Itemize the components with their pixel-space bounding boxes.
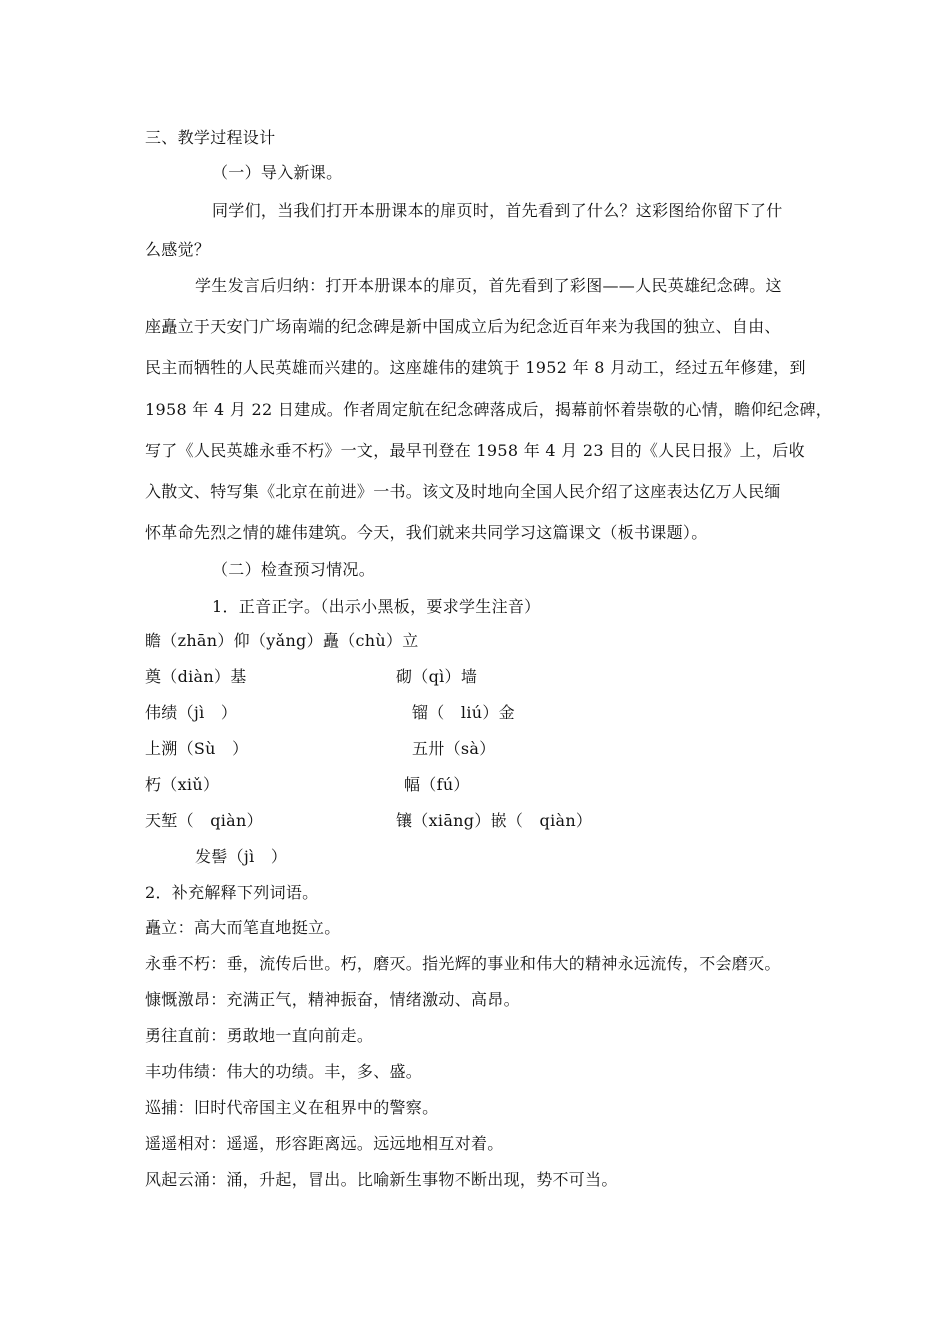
definition-line: 丰功伟绩：伟大的功绩。丰，多、盛。 — [145, 1062, 423, 1081]
definition-line: 矗立：高大而笔直地挺立。 — [145, 918, 341, 937]
pinyin-left: 天堑（ qiàn） — [145, 811, 263, 830]
part1-heading: （一）导入新课。 — [212, 163, 343, 182]
pinyin-right: 五卅（sà） — [412, 739, 496, 758]
pinyin-left: 朽（xiǔ） — [145, 775, 220, 794]
pinyin-left: 上溯（Sù ） — [145, 739, 249, 758]
summary-line: 座矗立于天安门广场南端的纪念碑是新中国成立后为纪念近百年来为我国的独立、自由、 — [145, 317, 781, 336]
definition-line: 遥遥相对：遥遥，形容距离远。远远地相互对着。 — [145, 1134, 504, 1153]
intro-question-line: 同学们，当我们打开本册课本的扉页时，首先看到了什么？这彩图给你留下了什 — [212, 201, 783, 220]
summary-line: 学生发言后归纳：打开本册课本的扉页，首先看到了彩图——人民英雄纪念碑。这 — [195, 276, 782, 295]
pinyin-line: 发髻（jì ） — [195, 847, 288, 866]
definition-line: 风起云涌：涌，升起，冒出。比喻新生事物不断出现，势不可当。 — [145, 1170, 618, 1189]
summary-line: 入散文、特写集《北京在前进》一书。该文及时地向全国人民介绍了这座表达亿万人民缅 — [145, 482, 781, 501]
definition-line: 永垂不朽：垂，流传后世。朽，磨灭。指光辉的事业和伟大的精神永远流传，不会磨灭。 — [145, 954, 781, 973]
pinyin-right: 砌（qì）墙 — [396, 667, 478, 686]
item1-heading: 1．正音正字。（出示小黑板，要求学生注音） — [212, 597, 541, 616]
pinyin-right: 镶（xiāng）嵌（ qiàn） — [396, 811, 593, 830]
pinyin-right: 镏（ liú）金 — [412, 703, 515, 722]
pinyin-right: 幅（fú） — [404, 775, 470, 794]
summary-line: 怀革命先烈之情的雄伟建筑。今天，我们就来共同学习这篇课文（板书课题）。 — [145, 523, 708, 542]
definition-line: 勇往直前：勇敢地一直向前走。 — [145, 1026, 374, 1045]
pinyin-left: 奠（diàn）基 — [145, 667, 247, 686]
summary-line: 民主而牺牲的人民英雄而兴建的。这座雄伟的建筑于 1952 年 8 月动工，经过五年修建，到 — [145, 358, 806, 377]
pinyin-left: 伟绩（jì ） — [145, 703, 238, 722]
intro-question-line: 么感觉？ — [145, 240, 211, 259]
definition-line: 慷慨激昂：充满正气，精神振奋，情绪激动、高昂。 — [145, 990, 520, 1009]
summary-line: 1958 年 4 月 22 日建成。作者周定航在纪念碑落成后，揭幕前怀着崇敬的心情，瞻仰纪念碑， — [145, 400, 833, 419]
item2-heading: 2．补充解释下列词语。 — [145, 883, 319, 902]
definition-line: 巡捕：旧时代帝国主义在租界中的警察。 — [145, 1098, 439, 1117]
pinyin-line: 瞻（zhān）仰（yǎng）矗（chù）立 — [145, 631, 419, 650]
part2-heading: （二）检查预习情况。 — [212, 560, 376, 579]
section-heading: 三、教学过程设计 — [145, 128, 276, 147]
summary-line: 写了《人民英雄永垂不朽》一文，最早刊登在 1958 年 4 月 23 目的《人民日报》上，后收 — [145, 441, 805, 460]
